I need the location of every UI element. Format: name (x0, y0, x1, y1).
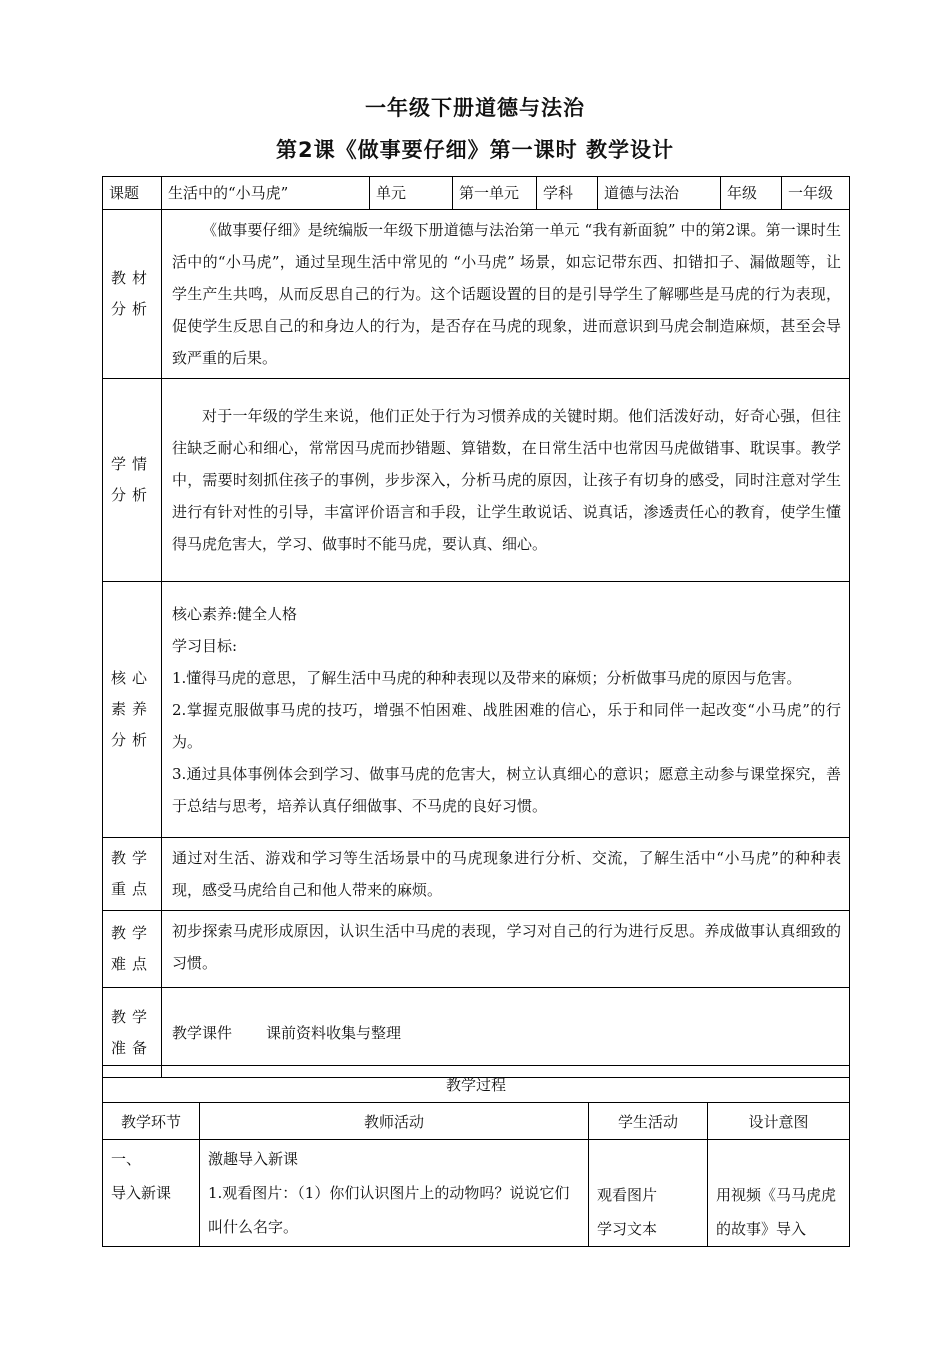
material-analysis-row (103, 210, 850, 379)
core-literacy-line: 核心素养:健全人格 (172, 604, 298, 623)
preparation-label: 教学 准备 (103, 988, 162, 1078)
material-analysis-text: 《做事要仔细》是统编版一年级下册道德与法治第一单元 “我有新面貌” 中的第2课。第一课时生活中的“小马虎”，通过呈现生活中常见的 “小马虎” 场景，如忘记带东西、扣错扣子、漏做题等，让学生产生共鸣，从而反思自己的行为。这个话题设置的目的是引导学生了解哪些是马虎的行为表现，促使学生反思自己的和身边人的行为，是否存在马虎的现象，进而意识到马虎会制造麻烦，甚至会导致严重的后果。 (162, 210, 850, 379)
learning-goal-2: 2.掌握克服做事马虎的技巧，增强不怕困难、战胜困难的信心，乐于和同伴一起改变“小马虎”的行为。 (172, 700, 841, 751)
process-header-row (103, 1103, 850, 1140)
preparation-item: 课前资料收集与整理 (266, 1023, 402, 1042)
grade-value: 一年级 (782, 177, 850, 210)
document-subtitle: 第2课《做事要仔细》第一课时 教学设计 (276, 138, 674, 162)
learning-goals-heading: 学习目标: (172, 636, 238, 655)
key-point-row (103, 838, 850, 911)
learner-analysis-label: 学情 分析 (103, 379, 162, 582)
unit-label: 单元 (370, 177, 453, 210)
student-activity-cell (589, 1140, 708, 1247)
preparation-row (103, 988, 850, 1078)
core-literacy-label: 核心 素养 分析 (103, 582, 162, 838)
grade-label: 年级 (721, 177, 782, 210)
learning-goal-1: 1.懂得马虎的意思，了解生活中马虎的种种表现以及带来的麻烦；分析做事马虎的原因与危害。 (172, 668, 802, 687)
lesson-info-table (102, 176, 850, 1078)
stage-number: 一、 (111, 1150, 142, 1168)
document-title: 一年级下册道德与法治 (365, 96, 585, 120)
info-row (103, 177, 850, 210)
student-activity-item: 观看图片 (597, 1186, 658, 1204)
process-row (103, 1140, 850, 1247)
key-point-label: 教学 重点 (103, 838, 162, 911)
difficulty-text: 初步探索马虎形成原因，认识生活中马虎的表现，学习对自己的行为进行反思。养成做事认真细致的习惯。 (162, 911, 850, 988)
subject-label: 学科 (537, 177, 598, 210)
teacher-activity-title: 激趣导入新课 (208, 1150, 299, 1168)
unit-value: 第一单元 (453, 177, 537, 210)
student-activity-item: 学习文本 (597, 1220, 658, 1238)
topic-value: 生活中的“小马虎” (162, 177, 370, 210)
preparation-text (162, 988, 850, 1078)
teaching-process-table (102, 1065, 850, 1247)
column-header: 教师活动 (200, 1103, 589, 1140)
process-title-row (103, 1066, 850, 1103)
learner-analysis-text: 对于一年级的学生来说，他们正处于行为习惯养成的关键时期。他们活泼好动，好奇心强，但往往缺乏耐心和细心，常常因马虎而抄错题、算错数，在日常生活中也常因马虎做错事、耽误事。教学中，需要时刻抓住孩子的事例，步步深入，分析马虎的原因，让孩子有切身的感受，同时注意对学生进行有针对性的引导，丰富评价语言和手段，让学生敢说话、说真话，渗透责任心的教育，使学生懂得马虎危害大，学习、做事时不能马虎，要认真、细心。 (162, 379, 850, 582)
column-header: 教学环节 (103, 1103, 200, 1140)
column-header: 设计意图 (708, 1103, 850, 1140)
subject-value: 道德与法治 (598, 177, 721, 210)
learner-analysis-row (103, 379, 850, 582)
teacher-activity-text: 1.观看图片：（1）你们认识图片上的动物吗？说说它们叫什么名字。 (208, 1184, 570, 1236)
stage-cell (103, 1140, 200, 1247)
difficulty-row (103, 911, 850, 988)
core-literacy-text (162, 582, 850, 838)
preparation-item: 教学课件 (172, 1023, 233, 1042)
topic-label: 课题 (103, 177, 162, 210)
key-point-text: 通过对生活、游戏和学习等生活场景中的马虎现象进行分析、交流，了解生活中“小马虎”的种种表现，感受马虎给自己和他人带来的麻烦。 (162, 838, 850, 911)
material-analysis-label: 教材 分析 (103, 210, 162, 379)
teacher-activity-cell (200, 1140, 589, 1247)
stage-name: 导入新课 (111, 1184, 172, 1202)
process-title: 教学过程 (103, 1066, 850, 1103)
design-intent-cell: 用视频《马马虎虎的故事》导入 (708, 1140, 850, 1247)
difficulty-label: 教学 难点 (103, 911, 162, 988)
learning-goal-3: 3.通过具体事例体会到学习、做事马虎的危害大，树立认真细心的意识；愿意主动参与课堂探究，善于总结与思考，培养认真仔细做事、不马虎的良好习惯。 (172, 764, 841, 815)
core-literacy-row (103, 582, 850, 838)
column-header: 学生活动 (589, 1103, 708, 1140)
